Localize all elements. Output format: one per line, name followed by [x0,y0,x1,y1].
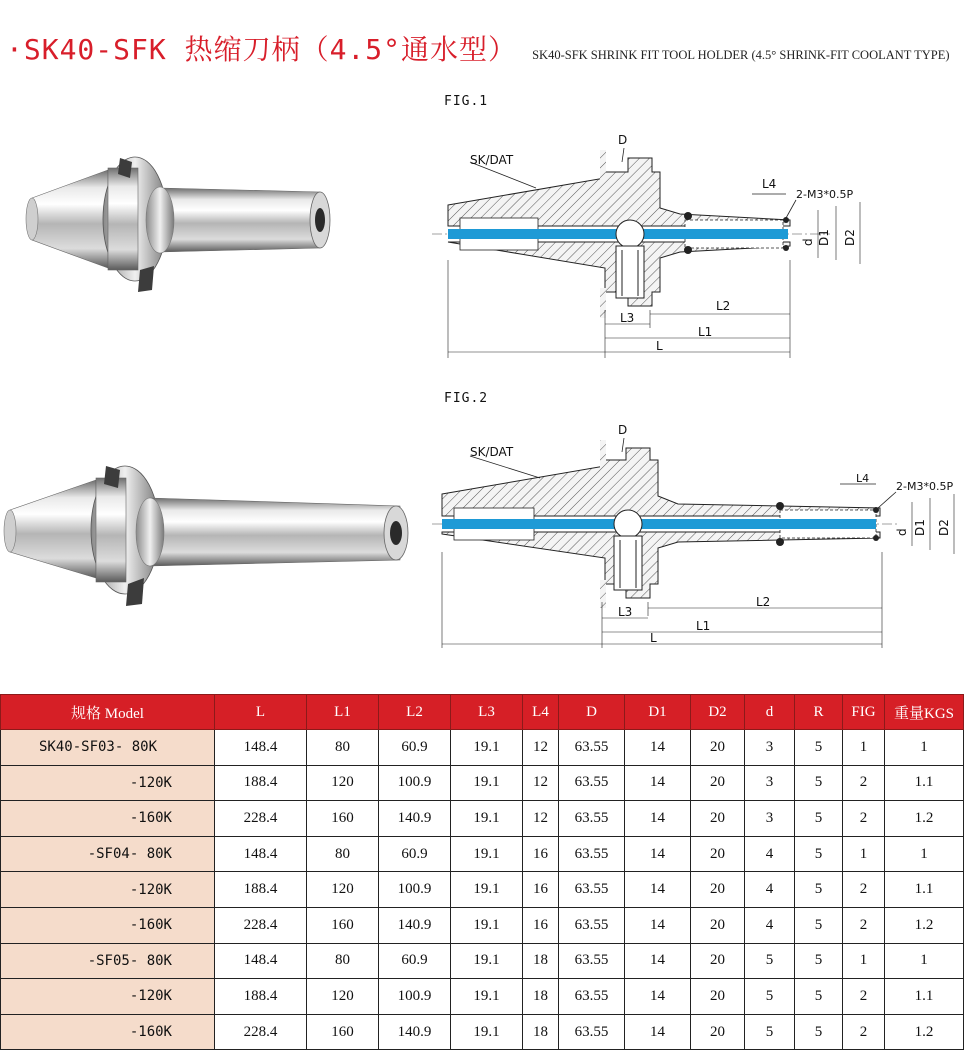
value-cell: 4 [745,872,795,908]
value-cell: 1 [843,836,885,872]
value-cell: 14 [625,836,691,872]
value-cell: 12 [523,730,559,766]
value-cell: 19.1 [451,836,523,872]
value-cell: 19.1 [451,730,523,766]
value-cell: 63.55 [559,907,625,943]
value-cell: 60.9 [379,943,451,979]
fig1-label: FIG.1 [444,94,489,109]
value-cell: 60.9 [379,836,451,872]
value-cell: 18 [523,943,559,979]
value-cell: 14 [625,801,691,837]
column-header: D2 [691,695,745,730]
title-chinese: ·SK40-SFK 热缩刀柄（4.5°通水型） [6,33,518,66]
value-cell: 3 [745,730,795,766]
value-cell: 20 [691,765,745,801]
model-cell: -120K [1,979,215,1015]
value-cell: 5 [795,801,843,837]
value-cell: 12 [523,801,559,837]
value-cell: 80 [307,836,379,872]
value-cell: 5 [795,1014,843,1050]
table-row [1,730,964,766]
value-cell: 20 [691,836,745,872]
page-header [6,28,950,68]
column-header: FIG [843,695,885,730]
table-row [1,943,964,979]
table-row [1,872,964,908]
table-header-row [1,695,964,730]
column-header: L [215,695,307,730]
value-cell: 1.1 [885,872,964,908]
value-cell: 14 [625,872,691,908]
value-cell: 228.4 [215,907,307,943]
value-cell: 18 [523,979,559,1015]
product-photo-short [20,140,360,310]
column-header: R [795,695,843,730]
value-cell: 63.55 [559,979,625,1015]
model-cell: -120K [1,872,215,908]
column-header: 规格 Model [1,695,215,730]
value-cell: 5 [745,943,795,979]
fig2-callout-l: L [650,631,657,645]
value-cell: 20 [691,943,745,979]
table-row [1,801,964,837]
value-cell: 4 [745,836,795,872]
model-cell: -120K [1,765,215,801]
value-cell: 140.9 [379,907,451,943]
fig1-drawing [430,110,870,360]
column-header: L1 [307,695,379,730]
value-cell: 19.1 [451,907,523,943]
value-cell: 100.9 [379,979,451,1015]
fig1-callout-sk: SK/DAT [470,153,514,167]
value-cell: 120 [307,979,379,1015]
value-cell: 1.2 [885,907,964,943]
model-cell: -160K [1,801,215,837]
value-cell: 16 [523,907,559,943]
fig2-callout-d-top: D [618,423,628,437]
fig2-callout-d2: D2 [937,519,951,536]
value-cell: 1.1 [885,979,964,1015]
value-cell: 63.55 [559,765,625,801]
fig1-callout-l4: L4 [762,177,777,191]
value-cell: 20 [691,1014,745,1050]
fig1-callout-l: L [656,339,663,353]
value-cell: 1.1 [885,765,964,801]
fig1-callout-d: d [801,238,815,246]
value-cell: 5 [795,730,843,766]
value-cell: 2 [843,1014,885,1050]
value-cell: 63.55 [559,1014,625,1050]
value-cell: 2 [843,872,885,908]
value-cell: 63.55 [559,872,625,908]
fig2-label: FIG.2 [444,391,489,406]
value-cell: 14 [625,979,691,1015]
value-cell: 14 [625,1014,691,1050]
value-cell: 14 [625,765,691,801]
value-cell: 60.9 [379,730,451,766]
value-cell: 80 [307,730,379,766]
value-cell: 188.4 [215,765,307,801]
value-cell: 140.9 [379,801,451,837]
value-cell: 20 [691,801,745,837]
value-cell: 19.1 [451,872,523,908]
value-cell: 1 [885,836,964,872]
value-cell: 2 [843,765,885,801]
value-cell: 2 [843,907,885,943]
value-cell: 1 [843,943,885,979]
value-cell: 5 [795,943,843,979]
model-cell: SK40-SF03- 80K [1,730,215,766]
model-cell: -SF04- 80K [1,836,215,872]
spec-table [0,694,964,1050]
model-cell: -160K [1,1014,215,1050]
value-cell: 100.9 [379,765,451,801]
table-row [1,836,964,872]
value-cell: 188.4 [215,979,307,1015]
value-cell: 5 [795,907,843,943]
column-header: D1 [625,695,691,730]
value-cell: 1.2 [885,801,964,837]
value-cell: 14 [625,943,691,979]
table-row [1,907,964,943]
fig2-callout-sk: SK/DAT [470,445,514,459]
value-cell: 3 [745,801,795,837]
column-header: L2 [379,695,451,730]
value-cell: 20 [691,730,745,766]
product-photo-long [0,448,420,618]
value-cell: 148.4 [215,943,307,979]
value-cell: 148.4 [215,836,307,872]
fig2-callout-thread: 2-M3*0.5P [896,480,954,493]
value-cell: 5 [745,979,795,1015]
column-header: 重量KGS [885,695,964,730]
fig1-callout-l3: L3 [620,311,635,325]
value-cell: 14 [625,730,691,766]
value-cell: 120 [307,765,379,801]
value-cell: 19.1 [451,979,523,1015]
value-cell: 228.4 [215,801,307,837]
value-cell: 4 [745,907,795,943]
value-cell: 228.4 [215,1014,307,1050]
value-cell: 5 [795,979,843,1015]
fig2-drawing [430,412,960,654]
value-cell: 63.55 [559,801,625,837]
value-cell: 63.55 [559,836,625,872]
value-cell: 140.9 [379,1014,451,1050]
fig1-callout-thread: 2-M3*0.5P [796,188,854,201]
fig2-callout-l1: L1 [696,619,711,633]
value-cell: 19.1 [451,1014,523,1050]
fig1-callout-l2: L2 [716,299,731,313]
fig2-callout-l3: L3 [618,605,633,619]
column-header: D [559,695,625,730]
value-cell: 19.1 [451,943,523,979]
value-cell: 1.2 [885,1014,964,1050]
value-cell: 16 [523,836,559,872]
fig2-callout-l4: L4 [856,472,870,485]
value-cell: 1 [885,943,964,979]
value-cell: 19.1 [451,765,523,801]
value-cell: 80 [307,943,379,979]
fig2-callout-d: d [895,528,909,536]
value-cell: 18 [523,1014,559,1050]
column-header: d [745,695,795,730]
value-cell: 5 [795,765,843,801]
value-cell: 14 [625,907,691,943]
value-cell: 1 [885,730,964,766]
fig2-callout-l2: L2 [756,595,771,609]
column-header: L3 [451,695,523,730]
value-cell: 2 [843,979,885,1015]
value-cell: 63.55 [559,730,625,766]
value-cell: 20 [691,979,745,1015]
table-body [1,730,964,1050]
value-cell: 20 [691,872,745,908]
value-cell: 5 [795,836,843,872]
value-cell: 5 [795,872,843,908]
value-cell: 120 [307,872,379,908]
value-cell: 3 [745,765,795,801]
value-cell: 1 [843,730,885,766]
fig1-callout-d-top: D [618,133,628,147]
model-cell: -SF05- 80K [1,943,215,979]
fig1-callout-d2: D2 [843,229,857,246]
model-cell: -160K [1,907,215,943]
column-header: L4 [523,695,559,730]
value-cell: 148.4 [215,730,307,766]
table-row [1,1014,964,1050]
fig1-callout-l1: L1 [698,325,713,339]
value-cell: 100.9 [379,872,451,908]
table-row [1,979,964,1015]
value-cell: 188.4 [215,872,307,908]
value-cell: 16 [523,872,559,908]
value-cell: 20 [691,907,745,943]
value-cell: 160 [307,907,379,943]
value-cell: 63.55 [559,943,625,979]
value-cell: 160 [307,801,379,837]
value-cell: 2 [843,801,885,837]
fig1-callout-d1: D1 [817,229,831,246]
fig2-callout-d1: D1 [913,519,927,536]
value-cell: 160 [307,1014,379,1050]
value-cell: 5 [745,1014,795,1050]
title-english: SK40-SFK SHRINK FIT TOOL HOLDER (4.5° SHRINK-FIT COOLANT TYPE) [532,48,950,62]
value-cell: 12 [523,765,559,801]
table-row [1,765,964,801]
value-cell: 19.1 [451,801,523,837]
